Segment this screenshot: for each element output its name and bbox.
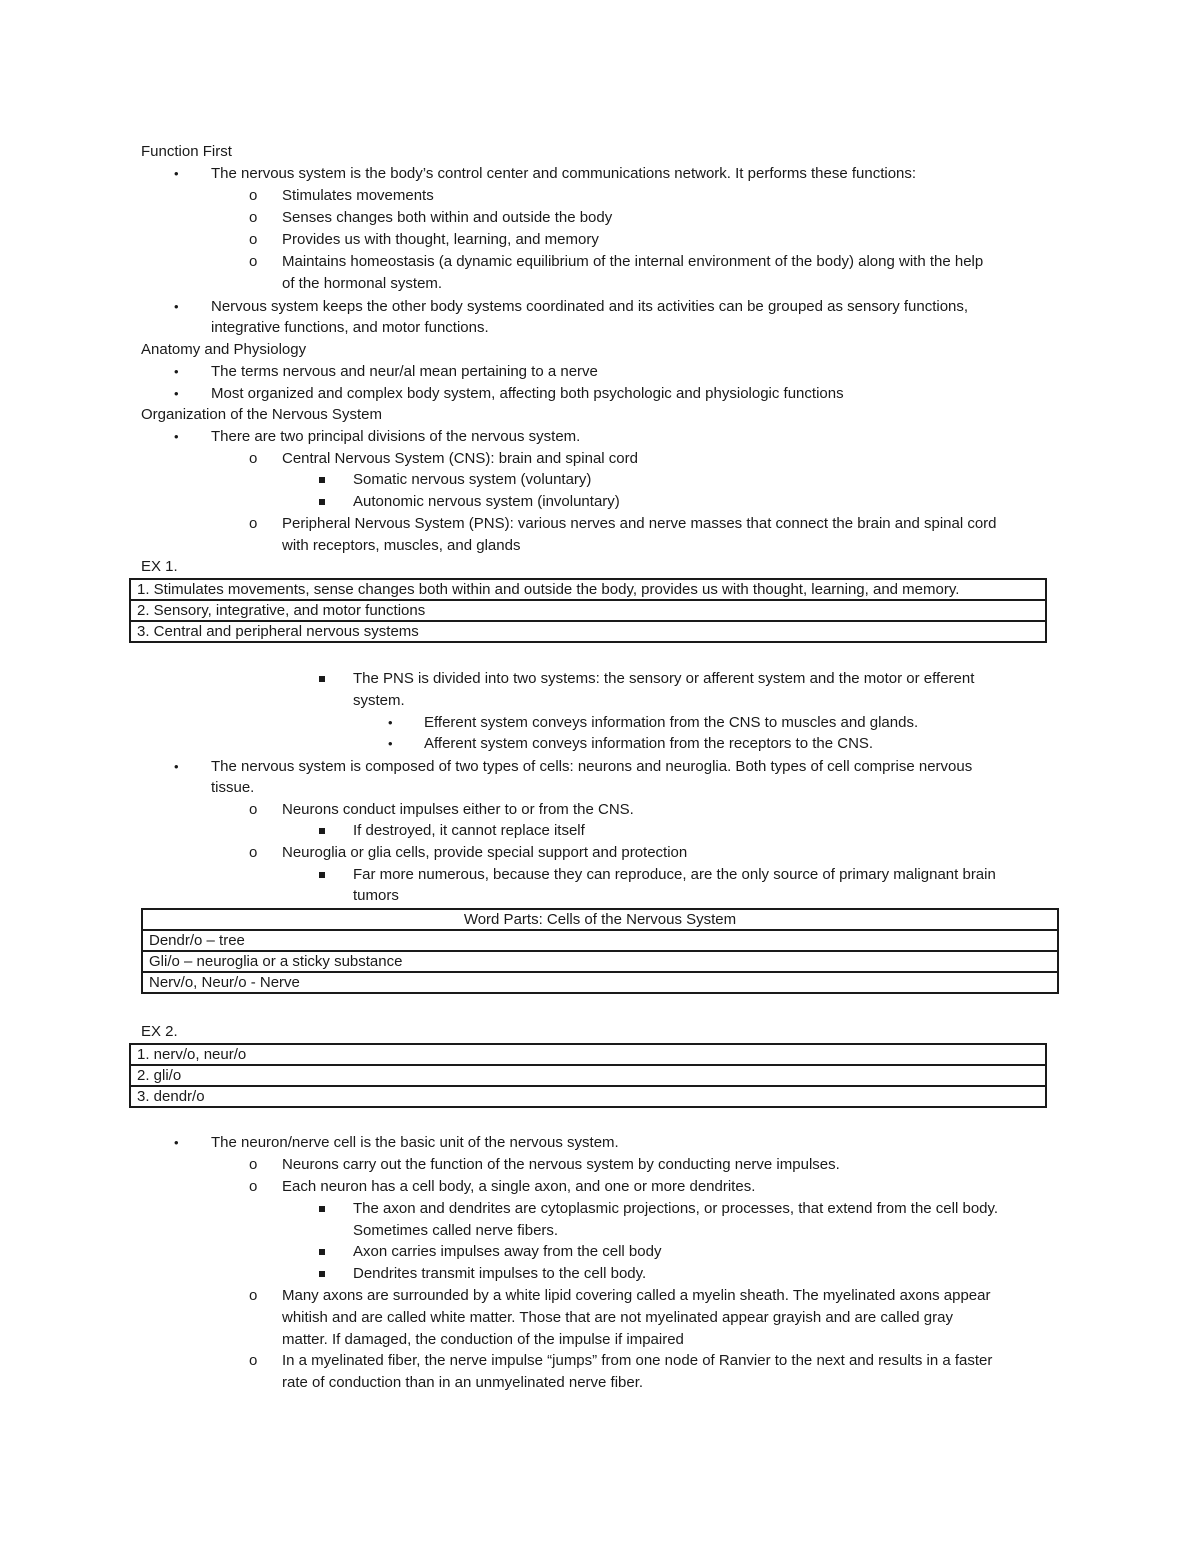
square-bullet-icon — [319, 872, 325, 878]
circle-bullet-icon: o — [249, 1287, 258, 1304]
square-bullet-icon — [319, 477, 325, 483]
square-bullet-icon — [319, 1271, 325, 1277]
list-item: Neurons carry out the function of the nervous system by conducting nerve impulses. — [282, 1156, 840, 1173]
table-row — [130, 621, 1046, 642]
list-item: If destroyed, it cannot replace itself — [353, 822, 585, 839]
circle-bullet-icon: o — [249, 450, 258, 467]
list-item: Senses changes both within and outside the body — [282, 209, 613, 226]
table-title: Word Parts: Cells of the Nervous System — [142, 909, 1058, 930]
ex1-label: EX 1. — [141, 558, 178, 575]
list-item: Dendrites transmit impulses to the cell body. — [353, 1265, 647, 1282]
paragraph: The terms nervous and neur/al mean pertaining to a nerve — [211, 363, 598, 380]
square-bullet-icon — [319, 1249, 325, 1255]
table-row — [130, 579, 1046, 600]
table-cell: Gli/o – neuroglia or a sticky substance — [142, 951, 1058, 972]
list-item-continuation: whitish and are called white matter. Those that are not myelinated appear grayish and are called gray — [282, 1309, 953, 1326]
table-row — [142, 930, 1058, 951]
circle-bullet-icon: o — [249, 801, 258, 818]
list-item: Central Nervous System (CNS): brain and spinal cord — [282, 450, 638, 467]
list-item: Axon carries impulses away from the cell body — [353, 1243, 662, 1260]
circle-bullet-icon: o — [249, 231, 258, 248]
list-item: Autonomic nervous system (involuntary) — [353, 493, 620, 510]
list-item: Efferent system conveys information from the CNS to muscles and glands. — [424, 714, 919, 731]
heading-organization: Organization of the Nervous System — [141, 406, 382, 423]
paragraph-continuation: system. — [353, 692, 405, 709]
table-row — [142, 972, 1058, 993]
list-item: Maintains homeostasis (a dynamic equilibrium of the internal environment of the body) along with the help — [282, 253, 984, 270]
list-item: Somatic nervous system (voluntary) — [353, 471, 592, 488]
bullet-icon: • — [174, 386, 179, 401]
list-item-continuation: rate of conduction than in an unmyelinated nerve fiber. — [282, 1374, 644, 1391]
bullet-icon: • — [174, 166, 179, 181]
table-row — [142, 951, 1058, 972]
bullet-icon: • — [174, 429, 179, 444]
list-item: Afferent system conveys information from the receptors to the CNS. — [424, 735, 874, 752]
list-item-continuation: matter. If damaged, the conduction of the impulse if impaired — [282, 1331, 684, 1348]
table-cell: Nerv/o, Neur/o - Nerve — [142, 972, 1058, 993]
square-bullet-icon — [319, 1206, 325, 1212]
circle-bullet-icon: o — [249, 1156, 258, 1173]
paragraph: Most organized and complex body system, affecting both psychologic and physiologic functions — [211, 385, 844, 402]
paragraph: The neuron/nerve cell is the basic unit of the nervous system. — [211, 1134, 619, 1151]
list-item: Neuroglia or glia cells, provide special support and protection — [282, 844, 688, 861]
circle-bullet-icon: o — [249, 253, 258, 270]
table-cell: 3. Central and peripheral nervous systems — [130, 621, 1046, 642]
bullet-icon: • — [388, 736, 393, 751]
table-row — [130, 600, 1046, 621]
table-cell: 3. dendr/o — [130, 1086, 1046, 1107]
circle-bullet-icon: o — [249, 1178, 258, 1195]
table-row — [130, 1065, 1046, 1086]
circle-bullet-icon: o — [249, 209, 258, 226]
paragraph-continuation: tissue. — [211, 779, 255, 796]
paragraph: The PNS is divided into two systems: the sensory or afferent system and the motor or efferent — [353, 670, 975, 687]
bullet-icon: • — [174, 299, 179, 314]
list-item: Neurons conduct impulses either to or from the CNS. — [282, 801, 634, 818]
list-item-continuation: of the hormonal system. — [282, 275, 443, 292]
table-cell: 1. nerv/o, neur/o — [130, 1044, 1046, 1065]
ex2-table — [129, 1043, 1047, 1108]
paragraph: Nervous system keeps the other body systems coordinated and its activities can be grouped as sensory functions, — [211, 298, 969, 315]
table-row — [130, 1086, 1046, 1107]
list-item-continuation: with receptors, muscles, and glands — [282, 537, 521, 554]
list-item: Far more numerous, because they can reproduce, are the only source of primary malignant brain — [353, 866, 996, 883]
list-item: Peripheral Nervous System (PNS): various nerves and nerve masses that connect the brain and spinal cord — [282, 515, 997, 532]
circle-bullet-icon: o — [249, 1352, 258, 1369]
list-item: In a myelinated fiber, the nerve impulse “jumps” from one node of Ranvier to the next and results in a faster — [282, 1352, 993, 1369]
circle-bullet-icon: o — [249, 515, 258, 532]
table-cell: 1. Stimulates movements, sense changes both within and outside the body, provides us with thought, learning, and memory. — [130, 579, 1046, 600]
list-item: Provides us with thought, learning, and memory — [282, 231, 599, 248]
table-row — [130, 1044, 1046, 1065]
square-bullet-icon — [319, 828, 325, 834]
list-item: Each neuron has a cell body, a single axon, and one or more dendrites. — [282, 1178, 756, 1195]
circle-bullet-icon: o — [249, 844, 258, 861]
bullet-icon: • — [174, 1135, 179, 1150]
word-parts-table — [141, 908, 1059, 994]
square-bullet-icon — [319, 499, 325, 505]
square-bullet-icon — [319, 676, 325, 682]
paragraph-continuation: integrative functions, and motor functions. — [211, 319, 489, 336]
table-cell: 2. Sensory, integrative, and motor functions — [130, 600, 1046, 621]
list-item: Stimulates movements — [282, 187, 434, 204]
table-cell: Dendr/o – tree — [142, 930, 1058, 951]
heading-anatomy-physiology: Anatomy and Physiology — [141, 341, 307, 358]
bullet-icon: • — [174, 364, 179, 379]
paragraph: The nervous system is composed of two types of cells: neurons and neuroglia. Both types of cell comprise nervous — [211, 758, 973, 775]
table-header-row — [142, 909, 1058, 930]
paragraph: There are two principal divisions of the nervous system. — [211, 428, 581, 445]
list-item: The axon and dendrites are cytoplasmic projections, or processes, that extend from the cell body. — [353, 1200, 999, 1217]
list-item: Many axons are surrounded by a white lipid covering called a myelin sheath. The myelinated axons appear — [282, 1287, 991, 1304]
circle-bullet-icon: o — [249, 187, 258, 204]
list-item-continuation: Sometimes called nerve fibers. — [353, 1222, 559, 1239]
heading-function-first: Function First — [141, 143, 232, 160]
bullet-icon: • — [388, 715, 393, 730]
bullet-icon: • — [174, 759, 179, 774]
ex2-label: EX 2. — [141, 1023, 178, 1040]
paragraph: The nervous system is the body’s control center and communications network. It performs these functions: — [211, 165, 917, 182]
list-item-continuation: tumors — [353, 887, 399, 904]
table-cell: 2. gli/o — [130, 1065, 1046, 1086]
ex1-table — [129, 578, 1047, 643]
